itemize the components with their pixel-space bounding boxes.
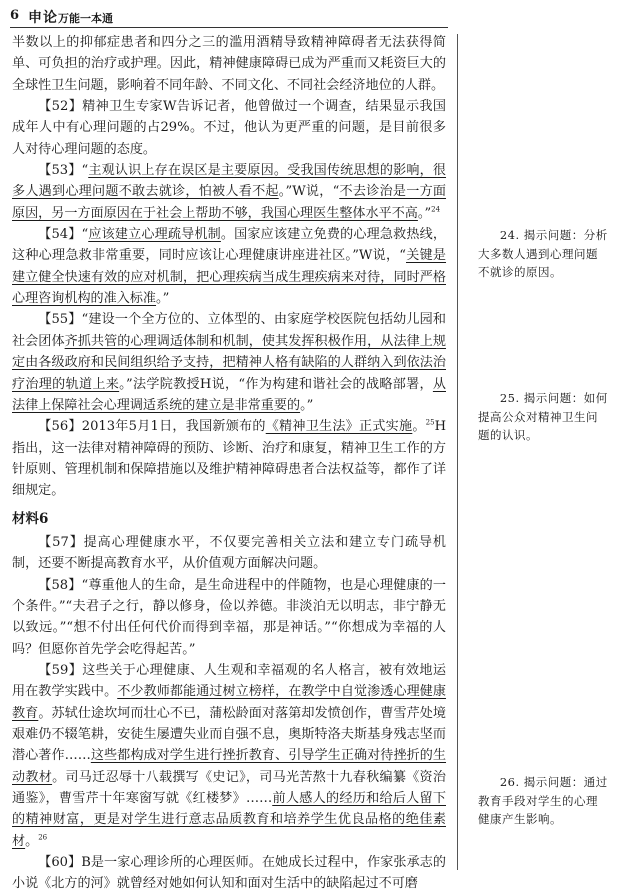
p54-underline-1: 应该建立心理疏导机制 (88, 227, 221, 243)
p55-text-c: 。” (300, 397, 314, 413)
p59-text-b: 。苏轼仕途坎坷而壮心不已，蒲松龄面对落第却发愤创作，曹雪芹处境艰难仍不辍笔耕，安徒生屡遭失业而自强不息，奥斯特洛夫斯基身残志坚而潜心著作…… (12, 705, 447, 764)
footnote-marker-25: 25 (425, 418, 435, 427)
p59-underline-3: 前人感人的经历和给后人留下的精神财富，更是对学生进行意志品质教育和培养学生优良品格的绝佳素材 (12, 791, 446, 849)
p56-text-c: H指出，这一法律对精神障碍的预防、诊断、治疗和康复，精神卫生工作的方针原则、管理机制和保障措施以及维护精神障碍患者合法权益等，都作了详细规定。 (12, 419, 446, 499)
p55-text-b: 。”法学院教授H说，“作为构建和谐社会的战略部署， (119, 376, 433, 392)
p54-text-c: 。” (156, 291, 170, 307)
paragraph-60: 【60】B是一家心理诊所的心理医师。在她成长过程中，作家张承志的小说《北方的河》就曾经对她如何认知和面对生活中的缺陷起过不可磨 (12, 855, 446, 892)
material-heading: 材料6 (12, 510, 49, 527)
paragraph-57: 【57】提高心理健康水平，不仅要完善相关立法和建立专门疏导机制，还要不断提高教育水平，从价值观方面解决问题。 (12, 534, 446, 572)
book-title-sub: 万能一本通 (58, 12, 113, 25)
p53-text-b: 。”W说，“ (278, 184, 340, 200)
p53-underline-1: 主观认识上存在误区是主要原因。受我国传统思想的影响，很多人遇到心理问题不敢去就诊，怕被人看不起 (12, 163, 447, 200)
footnote-marker-26: 26 (38, 833, 48, 842)
margin-note-26: 26. 揭示问题：通过教育手段对学生的心理健康产生影响。 (478, 775, 608, 826)
p56-text-a: 【56】2013年5月1日，我国新颁布的 (38, 419, 266, 435)
p59-text-d: 。 (25, 833, 39, 849)
paragraph-58: 【58】“尊重他人的生命，是生命进程中的伴随物，也是心理健康的一个条件。”“夫君子之行，静以修身，俭以养德。非淡泊无以明志，非宁静无以致远。”“想不付出任何代价而得到幸福，那是神话。”“你想成为幸福的人吗？但愿你首先学会吃得起苦。” (12, 577, 446, 657)
p59-underline-1: 不少教师都能通过树立榜样，在教学中自觉渗透心理健康教育 (12, 684, 447, 721)
p54-underline-2: 关键是建立健全快速有效的应对机制，把心理疾病当成生理疾病来对待，同时严格心理咨询机构的准入标准 (12, 248, 447, 307)
margin-note-24: 24. 揭示问题：分析大多数人遇到心理问题不就诊的原因。 (478, 228, 608, 279)
p53-text-c: 。” (417, 205, 432, 221)
p54-text-b: 。国家应该建立免费的心理急救热线，这种心理急救非常重要，同时应该让心理健康讲座进社区。”W说，“ (12, 227, 447, 264)
p59-underline-2: 这些都构成对学生进行挫折教育、引导学生正确对待挫折的生动教材 (12, 748, 447, 785)
paragraph-52: 【52】精神卫生专家W告诉记者，他曾做过一个调查，结果显示我国成年人中有心理问题的占29%。不过，他认为更严重的问题，是目前很多人对待心理问题的态度。 (12, 99, 446, 157)
paragraph-56 (12, 416, 446, 501)
header-rule (10, 27, 448, 28)
paragraph-54 (12, 224, 446, 309)
p54-text-a: 【54】“ (38, 227, 89, 243)
main-text (12, 32, 446, 895)
p59-text-a: 【59】这些关于心理健康、人生观和幸福观的名人格言，被有效地运用在教学实践中。 (12, 662, 446, 700)
p59-text-c: 。司马迁忍辱十八载撰写《史记》，司马光苦熬十九春秋编纂《资治通鉴》，曹雪芹十年寒窗写就《红楼梦》…… (12, 769, 446, 807)
p53-text-a: 【53】“ (38, 163, 89, 179)
footnote-marker-24: 24 (431, 205, 441, 214)
book-title-main: 申论 (28, 10, 58, 26)
paragraph-continued: 半数以上的抑郁症患者和四分之三的滥用酒精导致精神障碍者无法获得简单、可负担的治疗或护理。因此，精神健康障碍已成为严重而又耗资巨大的全球性卫生问题，影响着不同年龄、不同文化、不同社会经济地位的人群。 (12, 35, 446, 93)
p56-text-b: 。 (412, 419, 426, 435)
paragraph-53 (12, 160, 446, 224)
p55-underline-1: 齐抓共管的心理调适体制和机制，使其发挥积极作用，从法律上规定由各级政府和民间组织给予支持，把精神人格有缺陷的人群纳入到依法治疗治理的轨道上来 (12, 333, 447, 392)
paragraph-59 (12, 660, 446, 852)
margin-note-25: 25. 揭示问题：如何提高公众对精神卫生问题的认识。 (478, 391, 608, 442)
p55-text-a: 【55】“建设一个全方位的、立体型的、由家庭学校医院包括幼儿园和社会团体 (12, 312, 446, 349)
p56-underline-1: 《精神卫生法》正式实施 (265, 419, 413, 435)
book-title (28, 7, 113, 27)
margin-divider (457, 34, 458, 870)
page-header (10, 6, 448, 28)
p53-underline-2: 不去诊治是一方面原因，另一方面原因在于社会上帮助不够，我国心理医生整体水平不高 (12, 184, 447, 221)
paragraph-55 (12, 309, 446, 416)
page-number: 6 (10, 8, 20, 23)
p55-underline-2: 从法律上保障社会心理调适系统的建立是非常重要的 (12, 376, 446, 413)
